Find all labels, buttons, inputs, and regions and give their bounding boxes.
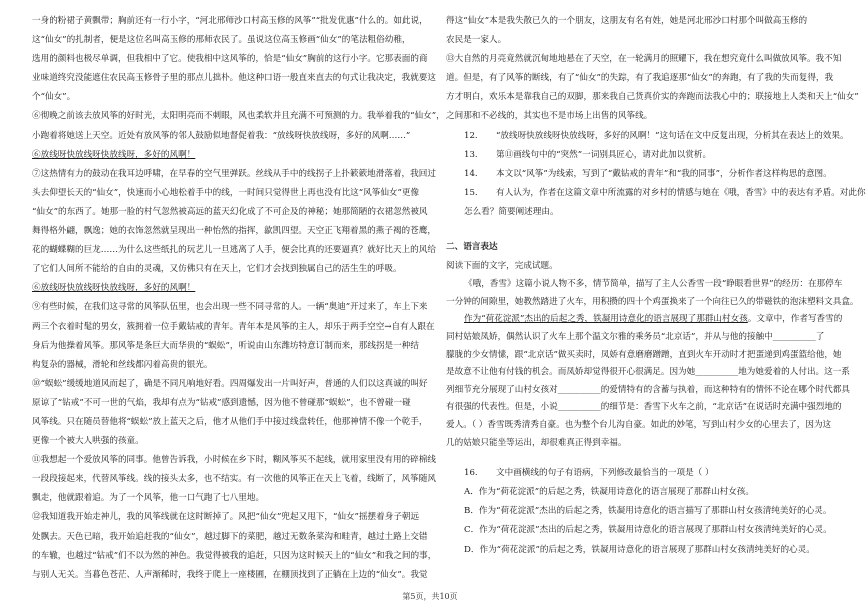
paragraph-line: ⑬大自然的月亮竟然就沉甸地地悬在了天空，在一轮满月的照耀下，我在想究竟什么叫做放风筝。我不知 [446,54,842,65]
option-C[interactable]: C．作为“荷花淀派”杰出的后起之秀，铁凝用诗意化的语言展现了那群山村女孩清纯美好的心灵。 [464,525,832,536]
paragraph-line: 身后为他操着风筝。那风筝是条巨大而华贵的“蜈蚣”，听说由山东潍坊特意订制而来，那线拐是一种结 [32,340,419,351]
paragraph-line: ⑪我想起一个爱放风筝的同事。他曾告诉我，小时候在乡下时，糊风筝买不起线，就用家里没有用的碎棉线 [32,455,436,466]
paragraph-line: 业味道终究没能遮住农民高玉修骨子里的那点儿拙朴。他这种口语一般直来直去的句式让我决定，我就要这 [32,73,436,84]
paragraph-line: 的车辙，也越过“钻戒”们不以为然的神色。我觉得被我的追赶，只因为这时候天上的“仙女”和我之间的事， [32,550,437,561]
paragraph-line: 农民是一家人。 [446,35,507,46]
question-text: “放线呀快放线呀快放线呀，多好的风啊！”这句话在文中反复出现，分析其在表达上的效果。 [496,130,849,141]
instruction-text: 阅读下面的文字，完成试题。 [446,261,558,272]
passage-line: 是故意不让他有付钱的机会。而凤娇却觉得很开心很满足。因为她__________地为她爱着的人付出。这一系 [446,367,850,378]
paragraph-line: 与别人无关。当暮色苍茫、人声渐稀时，我终于爬上一座楼圃，在棚顶找到了正躺在上边的“仙女”。我觉 [32,569,428,580]
passage-continuation [446,12,859,127]
option-B[interactable]: B．作为“荷花淀派”杰出的后起之秀，铁凝用诗意化的语言描写了那群山村女孩清纯美好的心灵。 [464,506,832,517]
paragraph-line: 选用的颜料也极尽单调，但我相中了它。使我相中这风筝的，恰是“仙女”胸前的这行小字。它那表面的商 [32,54,428,65]
paragraph-line: ⑦这热情有力的鼓动在我耳边呼啸，在早春的空气里弹跃。丝线从手中的线拐子上扑簌簌地滑落着，我回过 [32,168,436,179]
paragraph-line: 构复杂的器械，滑轮和丝线都闪着高贵的银光。 [32,359,213,370]
paragraph-line: ⑥彻晚之前该去放风筝的好时光，太阳明亮而不刺眼，风也柔软并且充满不可预测的力。我举着我的“仙女”， [32,111,445,122]
paragraph-line: 两三个衣着时髦的男女，簇拥着一位手戴钻戒的青年。青年本是风筝的主人，却乐于两手空空→自有人跟在 [32,321,435,332]
passage-line: 爱人。（ ）香雪既秀清秀自豪。也为整个台儿沟自豪。如此的妙笔，写到山村少女的心里去了，因为这 [446,419,832,430]
question-text: 第⑪画线句中的“突然”一词别具匠心，请对此加以赏析。 [496,149,712,160]
passage-line: 几的姑娘只能坐等运出，却很难真正得到幸福。 [446,437,627,448]
question-item [446,127,849,146]
section-title: 二、语言表达 [446,242,498,253]
paragraph-line: ⑫我知道我开始走神儿，我的风筝线就在这时断掉了。风把“仙女”兜起又甩下，“仙女”摇摆着身子朝远 [32,512,420,523]
underlined-sentence: 作为“荷花淀派”杰出的后起之秀，铁凝用诗意化的语言展现了那群山村女孩 [464,314,748,325]
paragraph-line: 个“仙女”。 [32,92,76,103]
page-footer: 第5页，共10页 [402,592,458,601]
paragraph-line: 头去仰望长天的“仙女”，快速而小心地松着手中的线，一时间只觉得世上再也没有比这“风筝仙女”更像 [32,187,420,198]
paragraph-line: ⑩“蜈蚣”缓缓地道风而起了，确是不同凡响地好看。四周爆发出一片叫好声，普通的人们以这真诚的叫好 [32,378,428,389]
passage-line [446,311,843,329]
paragraph-line: “仙女”的东西了。她那一脸的村气忽然被高远的蓝天幻化成了不可企及的神秘；她那简陋的衣裙忽然被风 [32,206,428,217]
paragraph-line: 风筝线。只在随员替他将“蜈蚣”放上蓝天之后，他才从他们手中接过线盘转任，他那神情不像一个乾手， [32,416,428,427]
passage-line: 朦胧的少女情愫，跟“北京话”做买卖时，凤娇有意磨磨蹭蹭，直到火车开动时才把蛋递到鸡蛋篮给他，她 [446,349,842,360]
question-number: 14. [464,168,478,179]
question-number: 12. [464,130,478,141]
paragraph-line: ⑨有些时候，在我们这寻常的风筝队伍里，也会出现一些不同寻常的人。一辆“奥迪”开过来了，车上下来 [32,302,428,313]
language-passage [446,276,859,452]
paragraph-line: 更像一个被大人哄强的孩童。 [32,436,144,447]
paragraph-line: 道。但是，有了风筝的断线，有了“仙女”的失踪，有了我追逐那“仙女”的奔跑，有了我的失而复得，我 [446,73,834,84]
paragraph-line: 之间那和不必线的，其实也不是市场上出售的风筝线。 [446,111,653,122]
paragraph-line: ⑥放线呀快放线呀快放线呀，多好的风啊！ [32,149,196,160]
option-A[interactable]: A．作为“荷花淀派”的后起之秀，铁凝用诗意化的语言展现了那群山村女孩。 [464,487,754,498]
question-list [446,127,866,203]
option-D[interactable]: D．作为“荷花淀派”的后起之秀，铁凝用诗意化的语言展现了那群山村女孩清纯美好的心灵。 [464,544,815,555]
answer-options [446,483,832,559]
question-number: 13. [464,149,478,160]
paragraph-line: 飘走，他就跟着追。为了一个风筝，他一口气跑了七八里地。 [32,493,265,504]
paragraph-line: 一段段接起来，代替风筝线。线的接头太多，也不结实。有一次他的风筝正在天上飞着，线断了，风筝随风 [32,474,436,485]
paragraph-line: 花的蝴蝶糊的巨龙……为什么这些纸扎的玩艺儿一旦逃离了人手，便会比真的还要逼真？就好比天上的风给 [32,245,436,256]
question-text: 有人认为，作者在这篇文章中所流露的对乡村的情感与她在《哦，香雪》中的表达有矛盾。对此你 [496,187,866,198]
paragraph-line: 小跑着将她送上天空。近处有放风筝的邻人鼓励似地督促着我：“放线呀快放线呀，多好的风啊……” [32,130,411,141]
question-item [446,184,866,203]
paragraph-line: 方才明白，欢乐本是靠我自己的双脚，那来我自己货真价实的奔跑而法我心中的；联接地上人类和天上“仙女” [446,92,859,103]
passage-line: 一分钟的间隙里，她教然踏进了火车，用积攒的四十个鸡蛋换来了一个向往已久的带磁铁的泡沫塑料文具盒。 [446,296,859,307]
question-number: 15. [464,187,478,198]
question-15-continuation: 怎么看？简要阐述理由。 [464,206,559,217]
question-text: 本文以“风筝”为线索，写到了“戴钻戒的青年”和“我的同事”，分析作者这样构思的意图。 [496,168,832,179]
question-item [446,165,832,184]
right-column [446,12,866,560]
paragraph-line: 一身的粉裙子黄飘带；胸前还有一行小字，“河北邢师沙口村高玉修的风筝”“批发优惠”什么的。如此说， [32,16,428,26]
paragraph-line: 舞得格外翩，飘逸；她的衣饰忽然就呈现出一种怡然的指挥，歙凯四望。天空正飞翔着黑的燕子褐的苍鹰， [32,226,436,237]
paragraph-line: 原谅了“钻戒”不可一世的气焰，我却有点为“钻戒”感到遗憾，因为他不曾碰那“蜈蚣”，也不曾碰一碰 [32,397,411,408]
paragraph-line: ⑥放线呀快放线呀快放线呀，多好的风啊！ [32,283,196,294]
passage-line: 同村姑娘凤娇，偶然认识了火车上那个温文尔雅的乘务员“北京话”，并从与他的接触中__________了 [446,332,825,342]
passage-line: 有很强的代表性。但是，小说__________的细节是：香雪下火车之前，“北京话”在说话时充满中强烈地的 [446,402,842,413]
paragraph-line: 得这“仙女”本是我失散已久的一个朋友，这朋友有名有姓，她是河北邢沙口村那个叫做高玉修的 [446,16,808,26]
paragraph-line: 处飘去。天色已暗，我开始追赶我的“仙女”，越过脚下的菜肥，越过无数条菜沟和畦青，越过土路上交错 [32,531,428,542]
paragraph-line: 了它们人间所不能给的自由的灵魂，又仿佛只有在天上，它们才会找到独属自己的活生生的呼吸。 [32,264,402,275]
left-column [32,12,445,585]
passage-line: 列细节充分展现了山村女孩对__________的爱情特有的含蓄与执着，而这种特有的情怀不论在哪个时代都具 [446,384,850,395]
question-item [446,146,832,165]
paragraph-line: 这“仙女”的扎制者，便是这位名叫高玉修的邢师农民了。虽说这位高玉修画“仙女”的笔法粗俗幼稚， [32,35,411,46]
passage-line: 《哦，香雪》这篇小说人物不多，情节简单，描写了主人公香雪一段“睁眼看世界”的经历：在那停车 [464,279,843,290]
passage-line-rest: 。文章中，作者写香雪的 [747,314,843,325]
question-16: 16. 文中画横线的句子有语病，下列修改最恰当的一项是（ ） [464,468,714,479]
